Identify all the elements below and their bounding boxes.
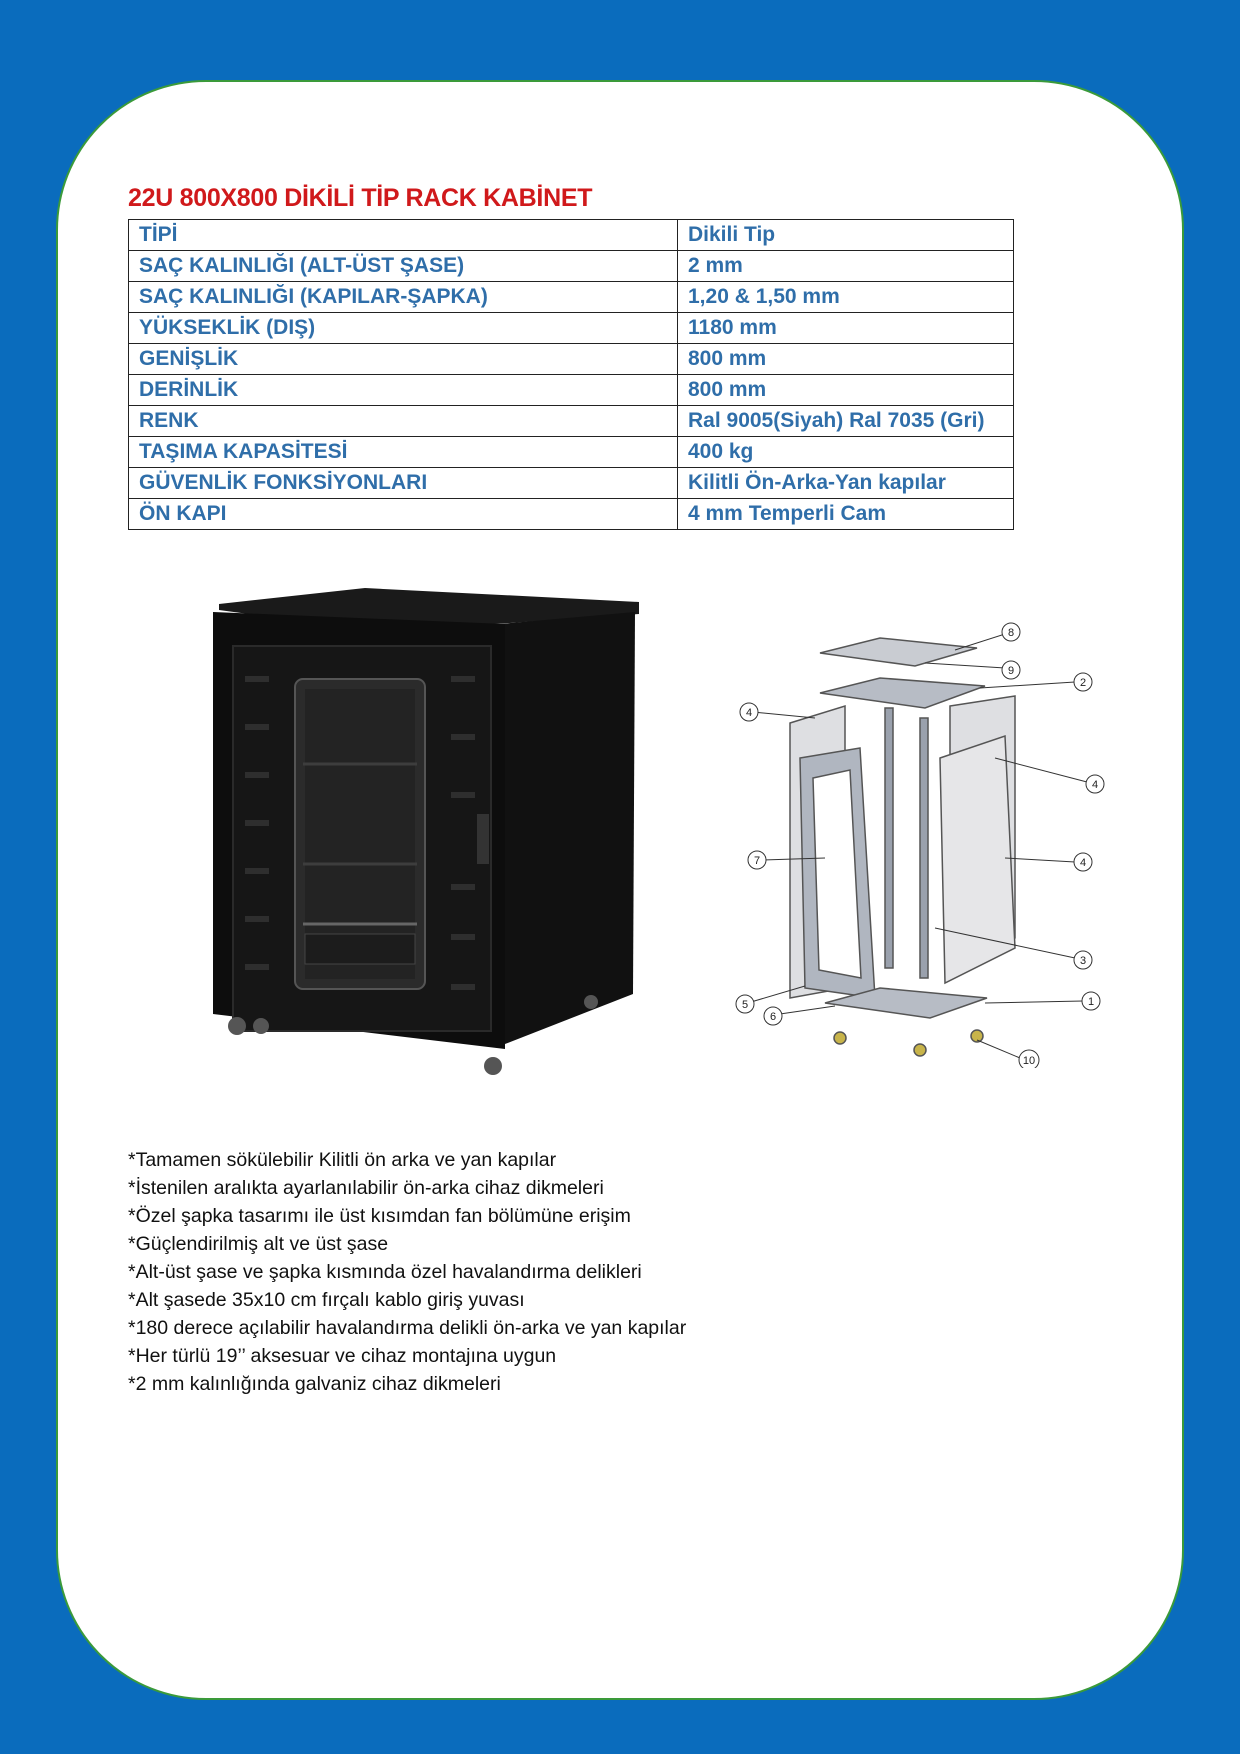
part-number-label: 7 (753, 855, 761, 867)
spec-row (129, 406, 1014, 437)
feature-item: *Alt-üst şase ve şapka kısmında özel havalandırma delikleri (128, 1261, 642, 1283)
spec-label: RENK (129, 406, 678, 437)
spec-row (129, 468, 1014, 499)
spec-value: Dikili Tip (678, 220, 1014, 251)
spec-row (129, 375, 1014, 406)
feature-item: *Güçlendirilmiş alt ve üst şase (128, 1233, 389, 1255)
part-number-label: 2 (1079, 677, 1087, 689)
feature-list (128, 1146, 686, 1398)
spec-table (128, 219, 1014, 530)
door-handle (477, 814, 489, 864)
spec-value: 400 kg (678, 437, 1014, 468)
part-number-label: 9 (1007, 665, 1015, 677)
spec-label: DERİNLİK (129, 375, 678, 406)
top-hat (820, 638, 977, 666)
spec-label: YÜKSEKLİK (DIŞ) (129, 313, 678, 344)
spec-row (129, 251, 1014, 282)
part-number-label: 4 (1079, 857, 1087, 869)
spec-label: TAŞIMA KAPASİTESİ (129, 437, 678, 468)
feature-item: *Her türlü 19’’ aksesuar ve cihaz montajına uygun (128, 1345, 557, 1367)
spec-label: SAÇ KALINLIĞI (KAPILAR-ŞAPKA) (129, 282, 678, 313)
part-number-label: 1 (1087, 996, 1095, 1008)
spec-label: ÖN KAPI (129, 499, 678, 530)
spec-value: Kilitli Ön-Arka-Yan kapılar (678, 468, 1014, 499)
spec-row (129, 220, 1014, 251)
side-panel-right (940, 736, 1015, 983)
spec-row (129, 344, 1014, 375)
spec-row (129, 437, 1014, 468)
exploded-diagram (715, 618, 1115, 1068)
spec-label: GENİŞLİK (129, 344, 678, 375)
spec-value: Ral 9005(Siyah) Ral 7035 (Gri) (678, 406, 1014, 437)
feature-item: *180 derece açılabilir havalandırma delikli ön-arka ve yan kapılar (128, 1317, 687, 1339)
part-number-label: 4 (745, 707, 753, 719)
feature-item: *Alt şasede 35x10 cm fırçalı kablo giriş yuvası (128, 1289, 525, 1311)
spec-row (129, 282, 1014, 313)
spec-value: 1180 mm (678, 313, 1014, 344)
spec-value: 800 mm (678, 344, 1014, 375)
spec-value: 1,20 & 1,50 mm (678, 282, 1014, 313)
spec-value: 4 mm Temperli Cam (678, 499, 1014, 530)
part-number-label: 4 (1091, 779, 1099, 791)
part-number-label: 6 (769, 1011, 777, 1023)
spec-label: TİPİ (129, 220, 678, 251)
part-number-label: 3 (1079, 955, 1087, 967)
part-number-label: 5 (741, 999, 749, 1011)
spec-value: 2 mm (678, 251, 1014, 282)
feature-item: *2 mm kalınlığında galvaniz cihaz dikmeleri (128, 1373, 501, 1395)
feature-item: *İstenilen aralıkta ayarlanılabilir ön-arka cihaz dikmeleri (128, 1177, 604, 1199)
feature-item: *Tamamen sökülebilir Kilitli ön arka ve yan kapılar (128, 1149, 557, 1171)
part-number-label: 10 (1022, 1055, 1036, 1067)
spec-row (129, 313, 1014, 344)
page-title: 22U 800X800 DİKİLİ TİP RACK KABİNET (128, 184, 593, 212)
spec-row (129, 499, 1014, 530)
spec-label: SAÇ KALINLIĞI (ALT-ÜST ŞASE) (129, 251, 678, 282)
spec-value: 800 mm (678, 375, 1014, 406)
cabinet-photo (205, 584, 645, 1084)
part-number-label: 8 (1007, 627, 1015, 639)
feature-item: *Özel şapka tasarımı ile üst kısımdan fan bölümüne erişim (128, 1205, 631, 1227)
top-frame (820, 678, 985, 708)
cabinet-side (500, 612, 635, 1044)
spec-label: GÜVENLİK FONKSİYONLARI (129, 468, 678, 499)
